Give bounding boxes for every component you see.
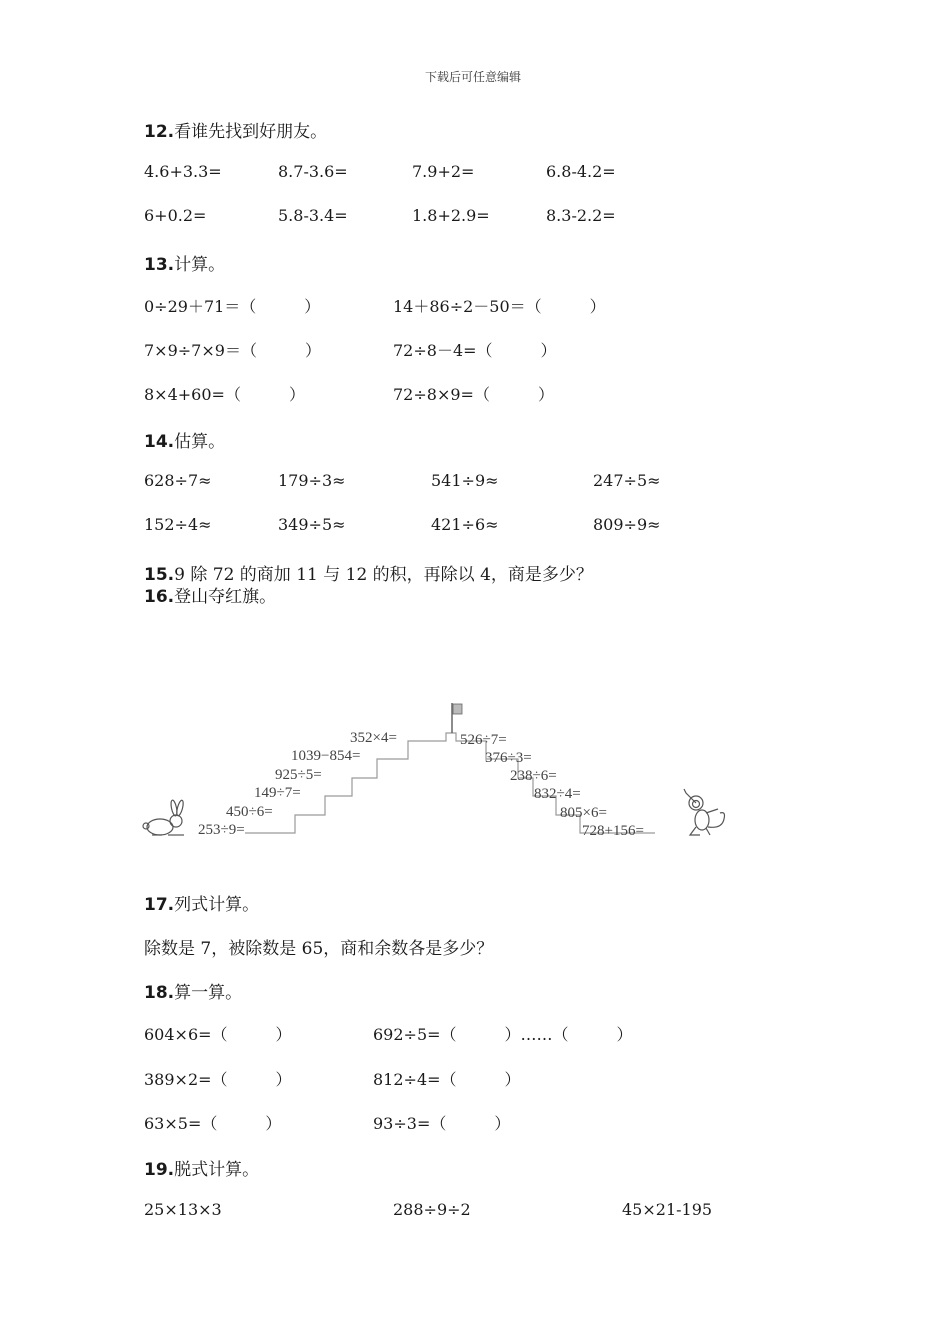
step-expression: 526÷7= <box>460 732 507 748</box>
expression: 179÷3≈ <box>278 471 346 490</box>
expression: 4.6+3.3= <box>144 162 222 181</box>
question-text: 算一算。 <box>174 983 243 1003</box>
expression: 692÷5=（ ）……（ ） <box>373 1025 633 1044</box>
expression: 14＋86÷2－50＝（ ） <box>393 297 606 316</box>
question-16-title <box>144 582 276 607</box>
question-text: 9 除 72 的商加 11 与 12 的积，再除以 4，商是多少？ <box>174 565 593 585</box>
question-number: 12. <box>144 122 175 142</box>
question-text: 看谁先找到好朋友。 <box>174 122 328 142</box>
step-expression: 728+156= <box>582 823 644 839</box>
question-text: 估算。 <box>174 432 226 452</box>
question-text: 脱式计算。 <box>174 1160 260 1180</box>
expression: 349÷5≈ <box>278 515 346 534</box>
expression: 152÷4≈ <box>144 515 212 534</box>
expression: 45×21-195 <box>622 1200 713 1219</box>
question-text: 登山夺红旗。 <box>174 587 277 607</box>
expression: 288÷9÷2 <box>393 1200 471 1219</box>
expression: 72÷8×9=（ ） <box>393 385 554 404</box>
question-number: 14. <box>144 432 175 452</box>
question-number: 19. <box>144 1160 175 1180</box>
step-expression: 253÷9= <box>198 822 245 838</box>
step-expression: 149÷7= <box>254 785 301 801</box>
question-number: 16. <box>144 587 175 607</box>
expression: 247÷5≈ <box>593 471 661 490</box>
expression: 8.3-2.2= <box>546 206 616 225</box>
step-expression: 450÷6= <box>226 804 273 820</box>
mountain-stairs-figure <box>140 695 740 845</box>
expression: 0÷29＋71＝（ ） <box>144 297 321 316</box>
expression: 7×9÷7×9＝（ ） <box>144 341 321 360</box>
question-17-text: 除数是 7，被除数是 65，商和余数各是多少？ <box>144 939 494 959</box>
question-number: 17. <box>144 895 175 915</box>
expression: 421÷6≈ <box>431 515 499 534</box>
expression: 8.7-3.6= <box>278 162 348 181</box>
expression: 604×6=（ ） <box>144 1025 292 1044</box>
step-expression: 1039−854= <box>291 748 361 764</box>
expression: 6.8-4.2= <box>546 162 616 181</box>
question-17-title <box>144 890 259 915</box>
question-18-title <box>144 978 242 1003</box>
step-expression: 925÷5= <box>275 767 322 783</box>
question-13-title <box>144 250 225 275</box>
question-number: 13. <box>144 255 175 275</box>
step-expression: 352×4= <box>350 730 397 746</box>
expression: 25×13×3 <box>144 1200 222 1219</box>
expression: 628÷7≈ <box>144 471 212 490</box>
question-number: 15. <box>144 565 175 585</box>
question-14-title <box>144 427 225 452</box>
step-expression: 832÷4= <box>534 786 581 802</box>
expression: 5.8-3.4= <box>278 206 348 225</box>
question-12-title <box>144 117 327 142</box>
question-number: 18. <box>144 983 175 1003</box>
expression: 72÷8－4=（ ） <box>393 341 557 360</box>
step-expression: 376÷3= <box>485 750 532 766</box>
monkey-icon <box>684 789 725 835</box>
expression: 389×2=（ ） <box>144 1070 292 1089</box>
rabbit-icon <box>143 800 184 835</box>
expression: 1.8+2.9= <box>412 206 490 225</box>
expression: 8×4+60=（ ） <box>144 385 305 404</box>
page-header: 下载后可任意编辑 <box>425 70 522 84</box>
step-expression: 805×6= <box>560 805 607 821</box>
expression: 541÷9≈ <box>431 471 499 490</box>
expression: 809÷9≈ <box>593 515 661 534</box>
expression: 812÷4=（ ） <box>373 1070 521 1089</box>
step-expression: 238÷6= <box>510 768 557 784</box>
expression: 7.9+2= <box>412 162 475 181</box>
question-19-title <box>144 1155 259 1180</box>
expression: 93÷3=（ ） <box>373 1114 511 1133</box>
expression: 6+0.2= <box>144 206 207 225</box>
expression: 63×5=（ ） <box>144 1114 282 1133</box>
flag-icon <box>452 703 462 733</box>
question-text: 计算。 <box>174 255 226 275</box>
question-text: 列式计算。 <box>174 895 260 915</box>
